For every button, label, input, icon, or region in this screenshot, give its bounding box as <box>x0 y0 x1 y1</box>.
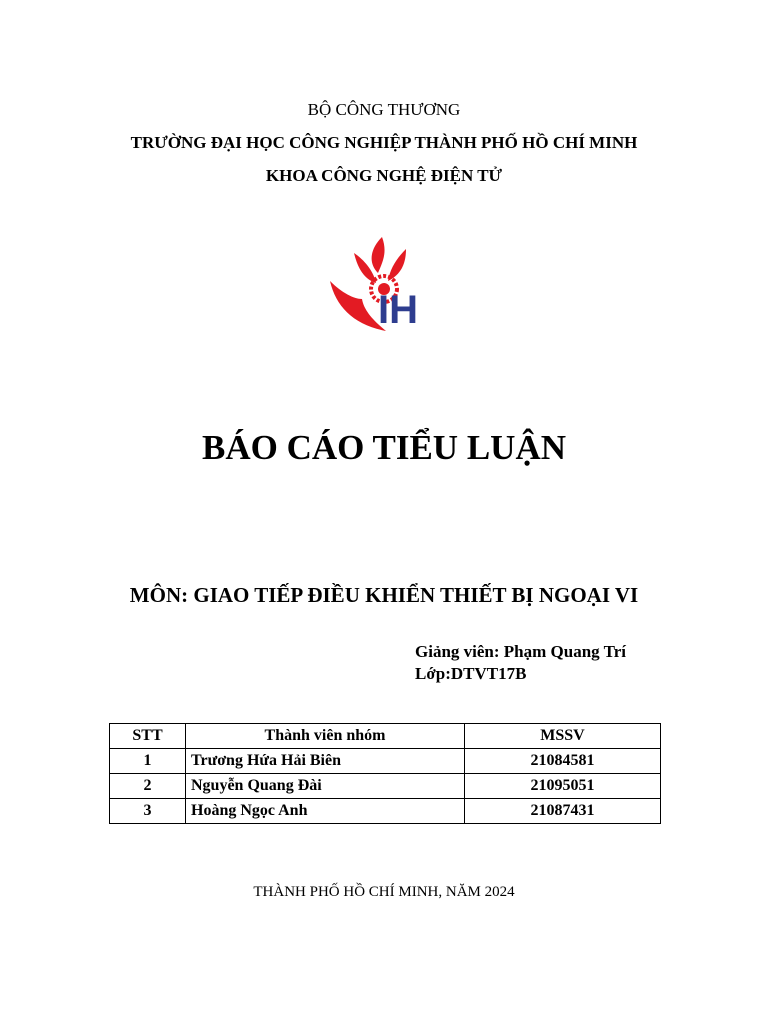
cell-student-id: 21095051 <box>465 774 661 799</box>
logo-petal-top <box>372 237 385 273</box>
cell-member: Nguyễn Quang Đài <box>186 774 465 799</box>
university-name: TRƯỜNG ĐẠI HỌC CÔNG NGHIỆP THÀNH PHỐ HỒ CHÍ MINH <box>130 133 638 152</box>
cell-stt: 3 <box>110 799 186 824</box>
logo-letters: IH <box>378 288 418 332</box>
table-header-row <box>110 724 661 749</box>
cell-student-id: 21084581 <box>465 749 661 774</box>
subject-title: MÔN: GIAO TIẾP ĐIỀU KHIỂN THIẾT BỊ NGOẠI VI <box>129 583 639 607</box>
header-student-id: MSSV <box>465 724 661 749</box>
header-member: Thành viên nhóm <box>186 724 465 749</box>
cell-member: Trương Hứa Hải Biên <box>186 749 465 774</box>
table-row <box>110 749 661 774</box>
university-logo <box>324 233 444 343</box>
report-title: BÁO CÁO TIỂU LUẬN <box>202 428 566 467</box>
cell-stt: 1 <box>110 749 186 774</box>
ministry-name: BỘ CÔNG THƯƠNG <box>307 100 461 119</box>
class-info: Lớp:DTVT17B <box>415 664 527 683</box>
faculty-name: KHOA CÔNG NGHỆ ĐIỆN TỬ <box>265 166 503 185</box>
table-row <box>110 799 661 824</box>
footer-location-year: THÀNH PHỐ HỒ CHÍ MINH, NĂM 2024 <box>253 884 515 900</box>
header-stt: STT <box>110 724 186 749</box>
table-row <box>110 774 661 799</box>
cell-stt: 2 <box>110 774 186 799</box>
member-table <box>109 723 661 824</box>
cell-member: Hoàng Ngọc Anh <box>186 799 465 824</box>
lecturer-info: Giảng viên: Phạm Quang Trí <box>415 642 626 661</box>
cell-student-id: 21087431 <box>465 799 661 824</box>
